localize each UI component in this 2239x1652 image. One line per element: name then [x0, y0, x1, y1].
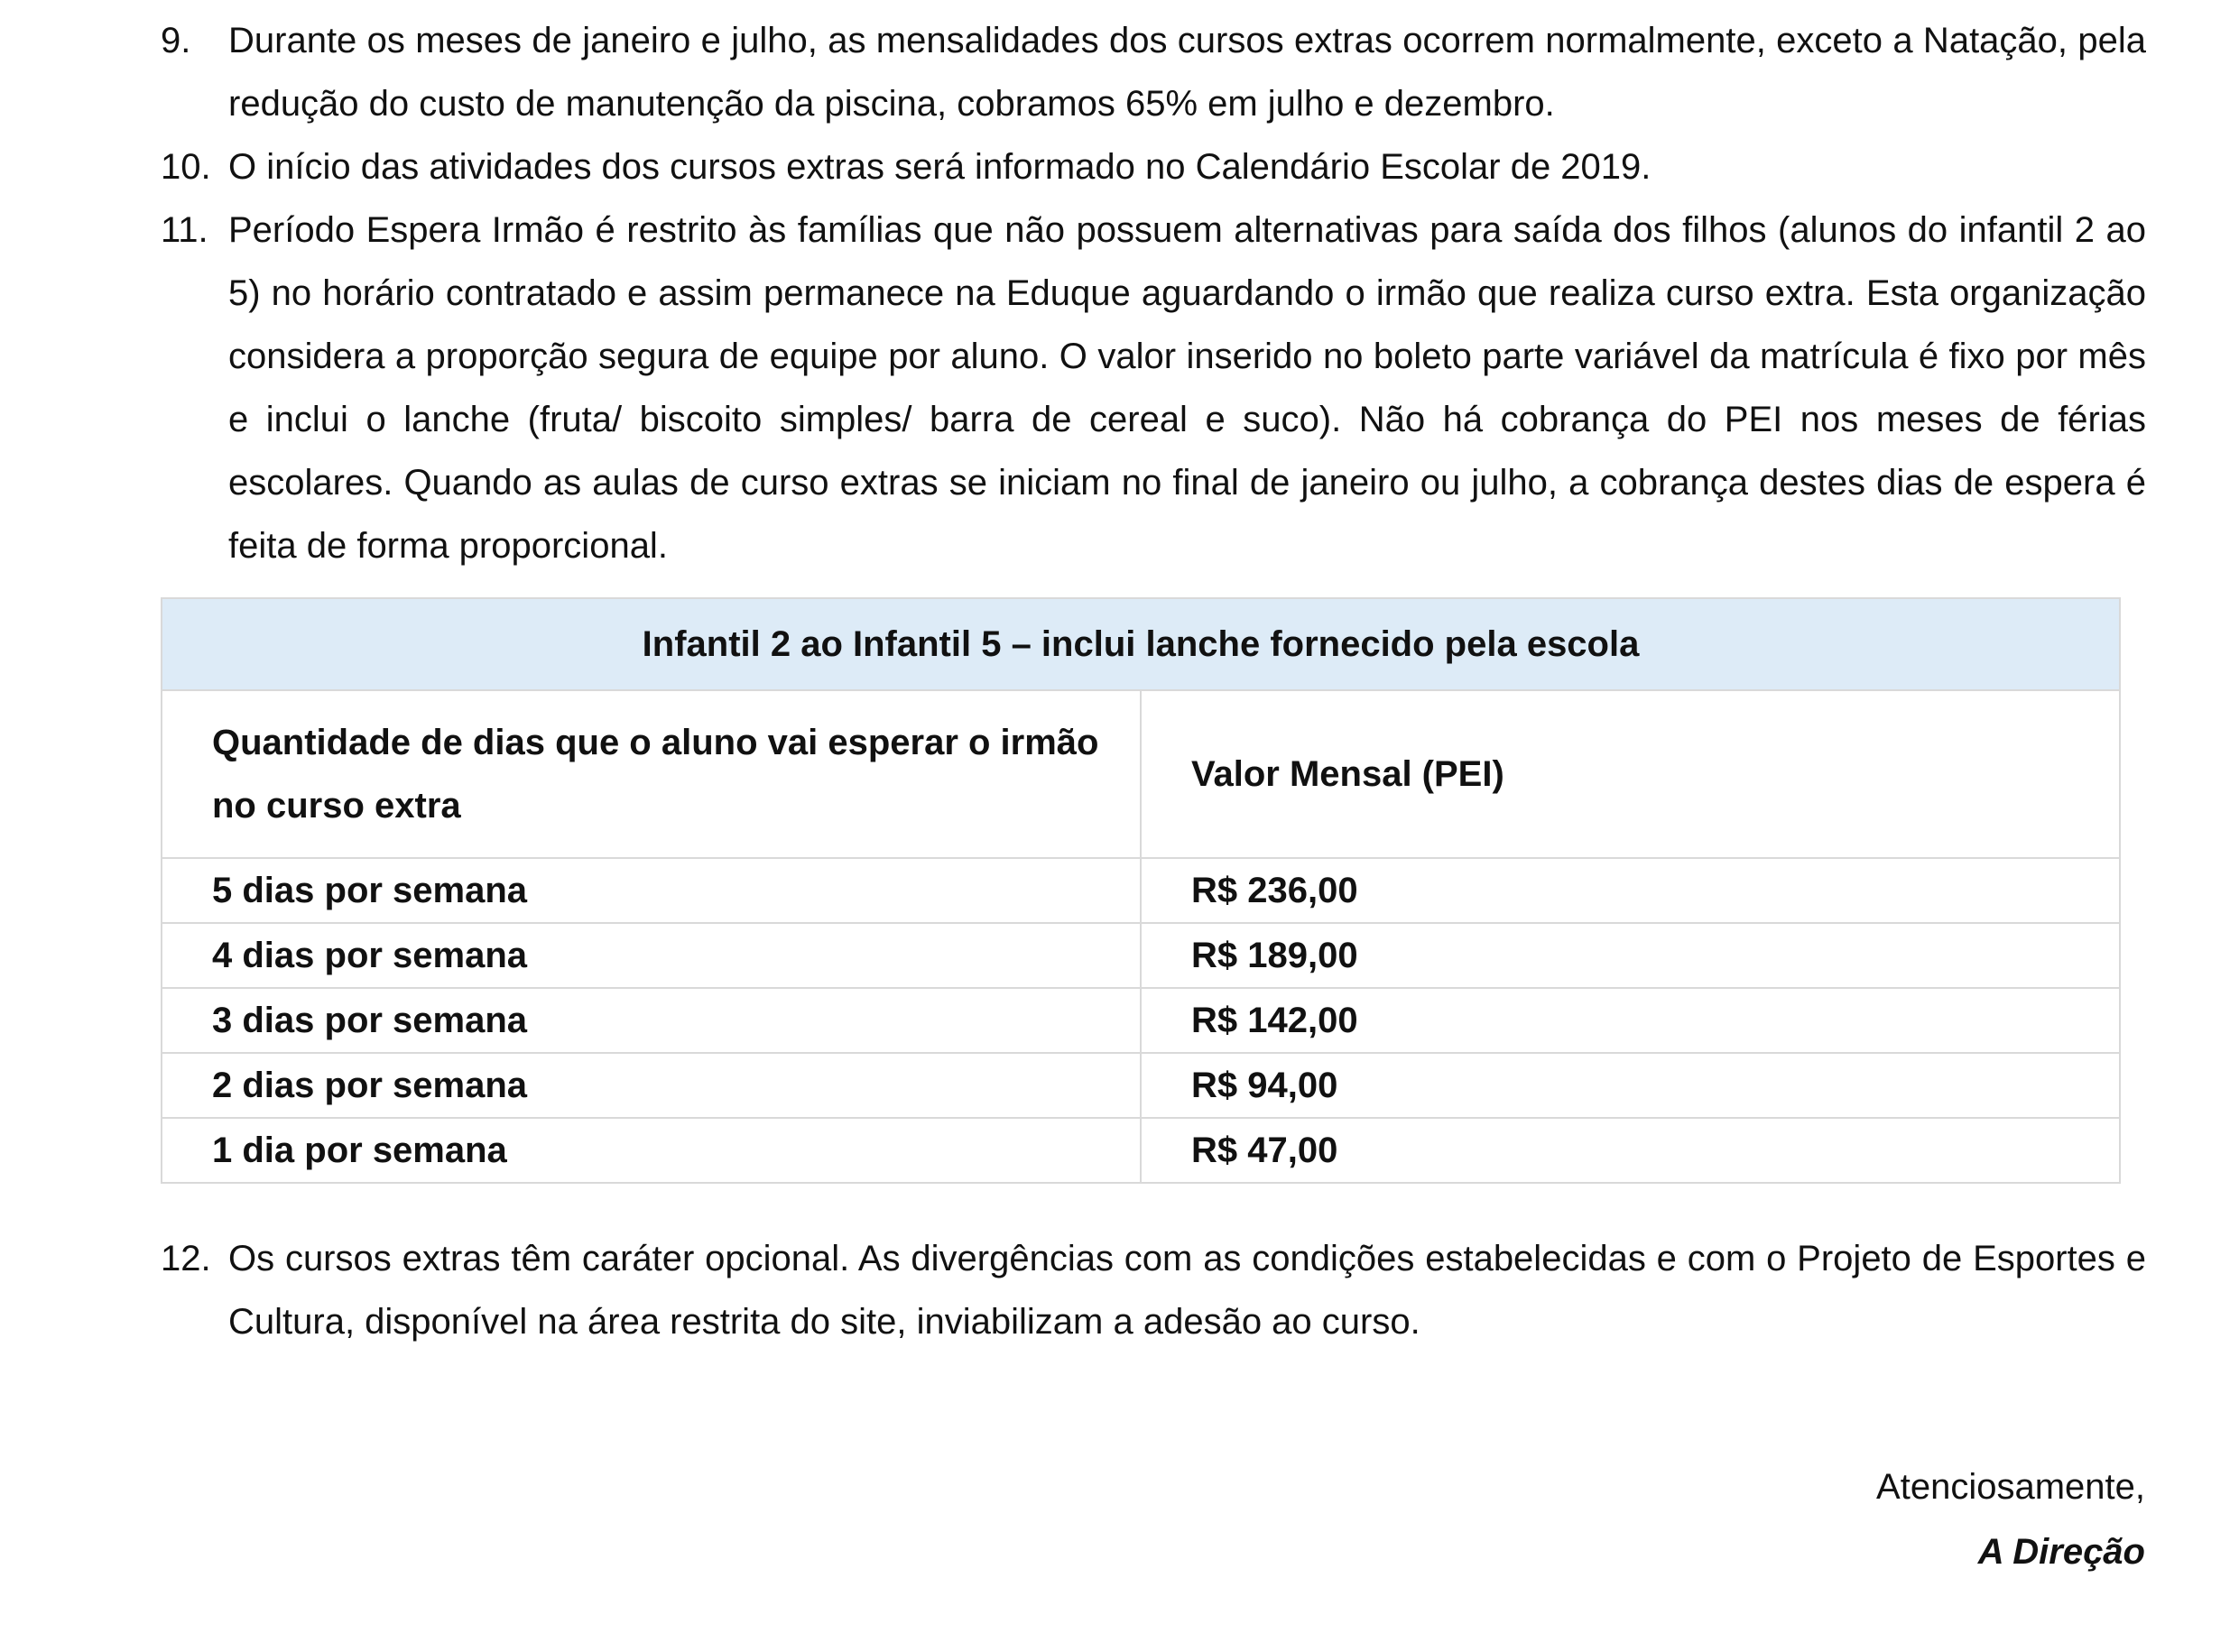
table-cell-value: R$ 189,00	[1141, 923, 2120, 988]
table-cell-value: R$ 236,00	[1141, 858, 2120, 923]
list-item-text: Durante os meses de janeiro e julho, as mensalidades dos cursos extras ocorrem normalmente, exceto a Natação, pela redução do custo de manutenção da piscina, cobramos 65% em julho e dezembro.	[228, 21, 2146, 124]
closing-greeting: Atenciosamente,	[1876, 1467, 2145, 1507]
table-cell-days: 3 dias por semana	[162, 988, 1141, 1053]
list-item-number: 11.	[161, 210, 208, 250]
table-cell-days: 2 dias por semana	[162, 1053, 1141, 1118]
table-cell-value: R$ 142,00	[1141, 988, 2120, 1053]
column-header-days: Quantidade de dias que o aluno vai esperar o irmão no curso extra	[162, 690, 1141, 858]
list-item-text: Os cursos extras têm caráter opcional. As divergências com as condições estabelecidas e com o Projeto de Esportes e Cultura, disponível na área restrita do site, inviabilizam a adesão ao curso.	[228, 1239, 2146, 1342]
table-row	[162, 923, 2120, 988]
table-cell-days: 1 dia por semana	[162, 1118, 1141, 1183]
list-item-text: O início das atividades dos cursos extras será informado no Calendário Escolar de 2019.	[228, 147, 1651, 187]
closing-block	[1876, 1454, 2145, 1584]
pei-price-table	[161, 597, 2119, 1184]
table-row	[162, 858, 2120, 923]
table-cell-value: R$ 47,00	[1141, 1118, 2120, 1183]
list-item-number: 9.	[161, 21, 191, 60]
table-cell-days: 5 dias por semana	[162, 858, 1141, 923]
table-cell-value: R$ 94,00	[1141, 1053, 2120, 1118]
list-item-number: 12.	[161, 1239, 211, 1278]
table-title: Infantil 2 ao Infantil 5 – inclui lanche fornecido pela escola	[162, 598, 2120, 690]
list-item-number: 10.	[161, 147, 211, 187]
table-row	[162, 1118, 2120, 1183]
column-header-value: Valor Mensal (PEI)	[1141, 690, 2120, 858]
list-item-text: Período Espera Irmão é restrito às famílias que não possuem alternativas para saída dos filhos (alunos do infantil 2 ao 5) no horário contratado e assim permanece na Eduque aguardando o irmão que realiza curso extra. Esta organização considera a proporção segura de equipe por aluno. O valor inserido no boleto parte variável da matrícula é fixo por mês e inclui o lanche (fruta/ biscoito simples/ barra de cereal e suco). Não há cobrança do PEI nos meses de férias escolares. Quando as aulas de curso extras se iniciam no final de janeiro ou julho, a cobrança destes dias de espera é feita de forma proporcional.	[228, 210, 2146, 566]
table-row	[162, 988, 2120, 1053]
closing-signature: A Direção	[1977, 1532, 2145, 1572]
table-cell-days: 4 dias por semana	[162, 923, 1141, 988]
table-row	[162, 1053, 2120, 1118]
